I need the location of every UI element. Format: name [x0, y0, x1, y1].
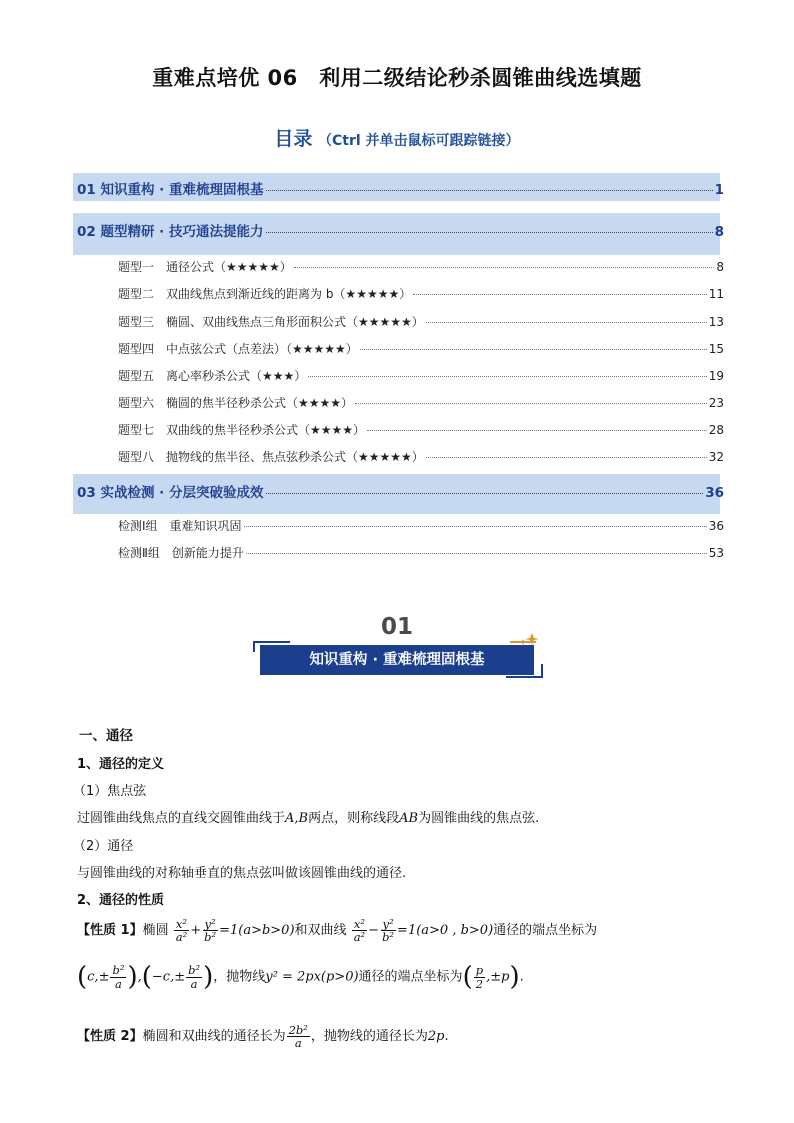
section-banner: 知识重构 · 重难梳理固根基 — [260, 645, 534, 675]
property-tag: 【性质 2】 — [77, 1029, 143, 1045]
toc-leader — [367, 430, 707, 431]
toc-type-1[interactable] — [118, 258, 724, 275]
toc-page-number: 15 — [708, 342, 724, 356]
text: 通径的端点坐标为 — [358, 969, 463, 985]
math-fraction: $\frac{p}{2}$ — [475, 963, 484, 991]
toc-test-2[interactable] — [118, 544, 724, 561]
toc-heading-text: 目录 — [274, 128, 313, 150]
toc-page-number: 28 — [708, 423, 724, 437]
toc-type-label: 题型八 抛物线的焦半径、焦点弦秒杀公式（★★★★★） — [118, 450, 424, 464]
toc-leader — [294, 267, 715, 268]
toc-page-number: 36 — [705, 485, 724, 501]
property-1-line-2: (c,± $\frac{\text{b²}}{a}$ ),(−c,± $\frac{\text{b²}}{a}$ )，抛物线y² = 2px(p>0)通径的端点坐标为( $\frac{p}{2}$ ,±p). — [77, 962, 524, 992]
property-tag: 【性质 1】 — [77, 923, 143, 939]
toc-leader — [266, 232, 713, 233]
toc-type-label: 题型一 通径公式（★★★★★） — [118, 260, 292, 274]
text: 为圆锥曲线的焦点弦. — [418, 811, 540, 826]
toc-leader — [413, 294, 706, 295]
toc-page-number: 8 — [714, 224, 724, 240]
toc-section-3[interactable] — [77, 481, 724, 501]
toc-leader — [308, 376, 706, 377]
paragraph-latus-rectum: 与圆锥曲线的对称轴垂直的焦点弦叫做该圆锥曲线的通径. — [77, 866, 407, 881]
text: ，抛物线 — [213, 969, 266, 985]
property-1-line-1: 【性质 1】椭圆 $\frac{\text{x²}}{\text{a²}}$ + $\frac{\text{y²}}{\text{b²}}$ =1(a>b>0)和双曲线 $\frac{\text{x²}}{\text{a²}}$ − $\frac{\text{y²}}{\text{b²}}$ =1(a>0 , b>0)通径的端点坐标为 — [77, 917, 598, 945]
toc-page-number: 8 — [716, 260, 724, 274]
item-focal-chord: （1）焦点弦 — [73, 784, 147, 799]
toc-type-5[interactable] — [118, 367, 724, 384]
item-latus-rectum: （2）通径 — [73, 839, 134, 854]
toc-page-number: 23 — [708, 396, 724, 410]
toc-page-number: 13 — [708, 315, 724, 329]
text: 和双曲线 — [294, 923, 347, 939]
toc-section-label: 02 题型精研 · 技巧通法提能力 — [77, 224, 264, 240]
math-fraction: $\frac{\text{x²}}{\text{a²}}$ — [353, 917, 366, 945]
toc-hint: （Ctrl 并单击鼠标可跟踪链接） — [318, 133, 520, 149]
toc-leader — [266, 493, 704, 494]
section-number: 01 — [380, 614, 413, 640]
math-fraction: $\frac{\text{x²}}{\text{a²}}$ — [175, 917, 188, 945]
toc-leader — [360, 349, 707, 350]
toc-section-2[interactable] — [77, 220, 724, 240]
toc-type-label: 题型五 离心率秒杀公式（★★★） — [118, 369, 307, 383]
toc-type-2[interactable] — [118, 285, 724, 302]
toc-test-label: 检测Ⅰ组 重难知识巩固 — [118, 519, 242, 533]
toc-type-label: 题型二 双曲线焦点到渐近线的距离为 b（★★★★★） — [118, 287, 412, 301]
math-2p: 2p — [427, 1029, 445, 1045]
toc-page-number: 1 — [714, 182, 724, 198]
math-fraction: $\frac{\text{2b²}}{a}$ — [288, 1023, 308, 1051]
toc-heading — [0, 124, 794, 151]
document-title: 重难点培优 06 利用二级结论秒杀圆锥曲线选填题 — [152, 66, 642, 90]
math-fraction: $\frac{\text{y²}}{\text{b²}}$ — [382, 917, 395, 945]
toc-section-label: 01 知识重构 · 重难梳理固根基 — [77, 182, 264, 198]
toc-leader — [244, 526, 707, 527]
math-fraction: $\frac{\text{b²}}{a}$ — [188, 963, 201, 991]
paragraph-focal-chord — [77, 807, 539, 826]
toc-type-3[interactable] — [118, 313, 724, 330]
toc-page-number: 32 — [708, 450, 724, 464]
text: 通径的端点坐标为 — [493, 923, 598, 939]
toc-leader — [246, 553, 707, 554]
toc-type-7[interactable] — [118, 421, 724, 438]
toc-leader — [266, 190, 713, 191]
toc-page-number: 53 — [708, 546, 724, 560]
heading-tongjing: 一、通径 — [79, 728, 133, 744]
toc-section-1[interactable] — [77, 178, 724, 198]
toc-leader — [355, 403, 707, 404]
toc-type-8[interactable] — [118, 448, 724, 465]
toc-type-label: 题型七 双曲线的焦半径秒杀公式（★★★★） — [118, 423, 366, 437]
toc-page-number: 19 — [708, 369, 724, 383]
math-ab: A,B — [285, 811, 309, 826]
text: 椭圆和双曲线的通径长为 — [142, 1029, 286, 1045]
toc-section-label: 03 实战检测 · 分层突破验成效 — [77, 485, 264, 501]
math-ab-segment: AB — [399, 811, 419, 826]
toc-leader — [426, 457, 707, 458]
property-2: 【性质 2】椭圆和双曲线的通径长为 $\frac{\text{2b²}}{a}$ ，抛物线的通径长为2p. — [77, 1023, 449, 1051]
math-fraction: $\frac{\text{b²}}{a}$ — [112, 963, 125, 991]
toc-type-4[interactable] — [118, 340, 724, 357]
toc-type-label: 题型三 椭圆、双曲线焦点三角形面积公式（★★★★★） — [118, 315, 424, 329]
toc-leader — [426, 322, 707, 323]
toc-page-number: 11 — [708, 287, 724, 301]
text: 椭圆 — [142, 923, 169, 939]
toc-test-1[interactable] — [118, 517, 724, 534]
toc-type-6[interactable] — [118, 394, 724, 411]
text: 两点，则称线段 — [308, 811, 400, 826]
heading-definition: 1、通径的定义 — [77, 757, 165, 772]
toc-page-number: 36 — [708, 519, 724, 533]
heading-properties: 2、通径的性质 — [77, 893, 165, 908]
toc-type-label: 题型四 中点弦公式（点差法）（★★★★★） — [118, 342, 358, 356]
math-fraction: $\frac{\text{y²}}{\text{b²}}$ — [204, 917, 217, 945]
toc-type-label: 题型六 椭圆的焦半径秒杀公式（★★★★） — [118, 396, 354, 410]
text: ，抛物线的通径长为 — [310, 1029, 428, 1045]
toc-test-label: 检测Ⅱ组 创新能力提升 — [118, 546, 244, 560]
text: 过圆锥曲线焦点的直线交圆锥曲线于 — [77, 811, 286, 826]
